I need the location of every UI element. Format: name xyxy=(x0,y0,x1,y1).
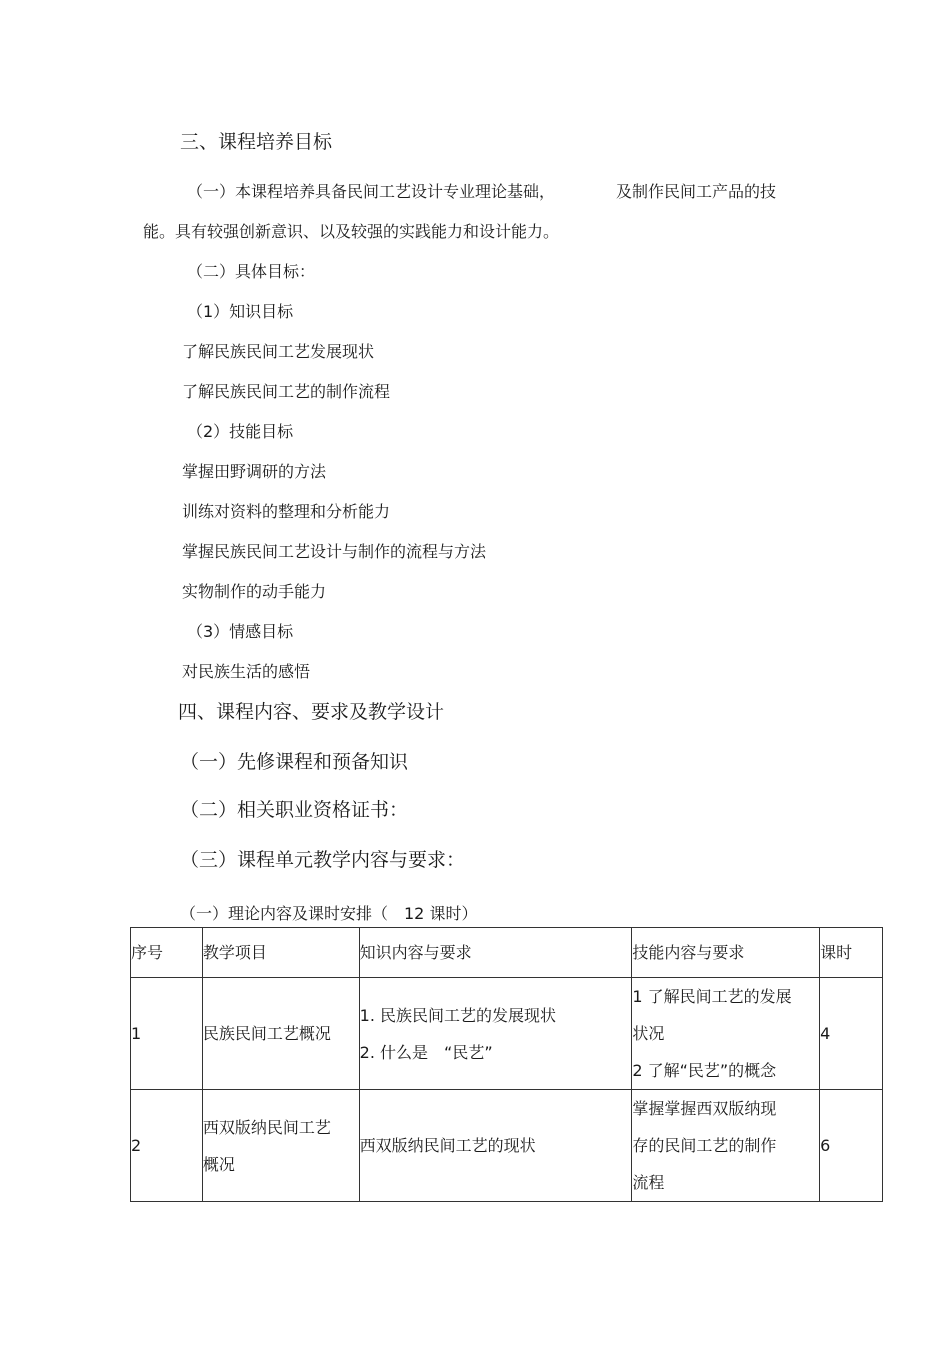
header-cell-knowledge: 知识内容与要求 xyxy=(359,928,632,978)
specific-goals-heading: （二）具体目标： xyxy=(187,262,316,281)
skill-goals-title: （2）技能目标 xyxy=(187,422,294,441)
row2-skill: 掌握掌握西双版纳现 存的民间工艺的制作 流程 xyxy=(632,1099,777,1192)
row2-no: 2 xyxy=(131,1136,142,1155)
paragraph1-line1a: （一）本课程培养具备民间工艺设计专业理论基础， xyxy=(187,182,556,201)
skill-goal-2: 训练对资料的整理和分析能力 xyxy=(182,502,391,521)
header-cell-item: 教学项目 xyxy=(202,928,359,978)
row1-skill: 1 了解民间工艺的发展 状况 2 了解“民艺”的概念 xyxy=(632,987,792,1080)
emotion-goals-title: （3）情感目标 xyxy=(187,622,294,641)
section4-item-b: （二）相关职业资格证书： xyxy=(180,799,409,821)
header-cell-hours: 课时 xyxy=(820,928,883,978)
knowledge-goal-2: 了解民族民间工艺的制作流程 xyxy=(182,382,391,401)
row1-hours: 4 xyxy=(820,1024,831,1043)
paragraph1-line2: 能。具有较强创新意识、以及较强的实践能力和设计能力。 xyxy=(143,222,560,241)
table-row xyxy=(131,978,883,1090)
skill-goal-3: 掌握民族民间工艺设计与制作的流程与方法 xyxy=(182,542,487,561)
row1-no: 1 xyxy=(131,1024,142,1043)
emotion-goal-1: 对民族生活的感悟 xyxy=(182,662,311,681)
table-header-row xyxy=(131,928,883,978)
skill-goal-1: 掌握田野调研的方法 xyxy=(182,462,327,481)
section4-item-a: （一）先修课程和预备知识 xyxy=(180,751,409,773)
course-content-table xyxy=(130,927,883,1202)
row1-knowledge: 1. 民族民间工艺的发展现状 2. 什么是 “民艺” xyxy=(359,1005,557,1062)
section4-title: 四、课程内容、要求及教学设计 xyxy=(178,701,445,723)
row1-item: 民族民间工艺概况 xyxy=(202,1024,331,1043)
row2-knowledge: 西双版纳民间工艺的现状 xyxy=(359,1136,536,1155)
section3-title: 三、课程培养目标 xyxy=(180,131,333,153)
knowledge-goals-title: （1）知识目标 xyxy=(187,302,294,321)
row2-item: 西双版纳民间工艺 概况 xyxy=(202,1117,331,1174)
table-row xyxy=(131,1090,883,1202)
table-caption: （一）理论内容及课时安排（ 12 课时） xyxy=(180,904,478,923)
section4-item-c: （三）课程单元教学内容与要求： xyxy=(180,849,466,871)
header-cell-skill: 技能内容与要求 xyxy=(632,928,820,978)
skill-goal-4: 实物制作的动手能力 xyxy=(182,582,327,601)
header-cell-no: 序号 xyxy=(131,928,203,978)
paragraph1-line1b: 及制作民间工产品的技 xyxy=(616,182,777,201)
row2-hours: 6 xyxy=(820,1136,831,1155)
knowledge-goal-1: 了解民族民间工艺发展现状 xyxy=(182,342,375,361)
